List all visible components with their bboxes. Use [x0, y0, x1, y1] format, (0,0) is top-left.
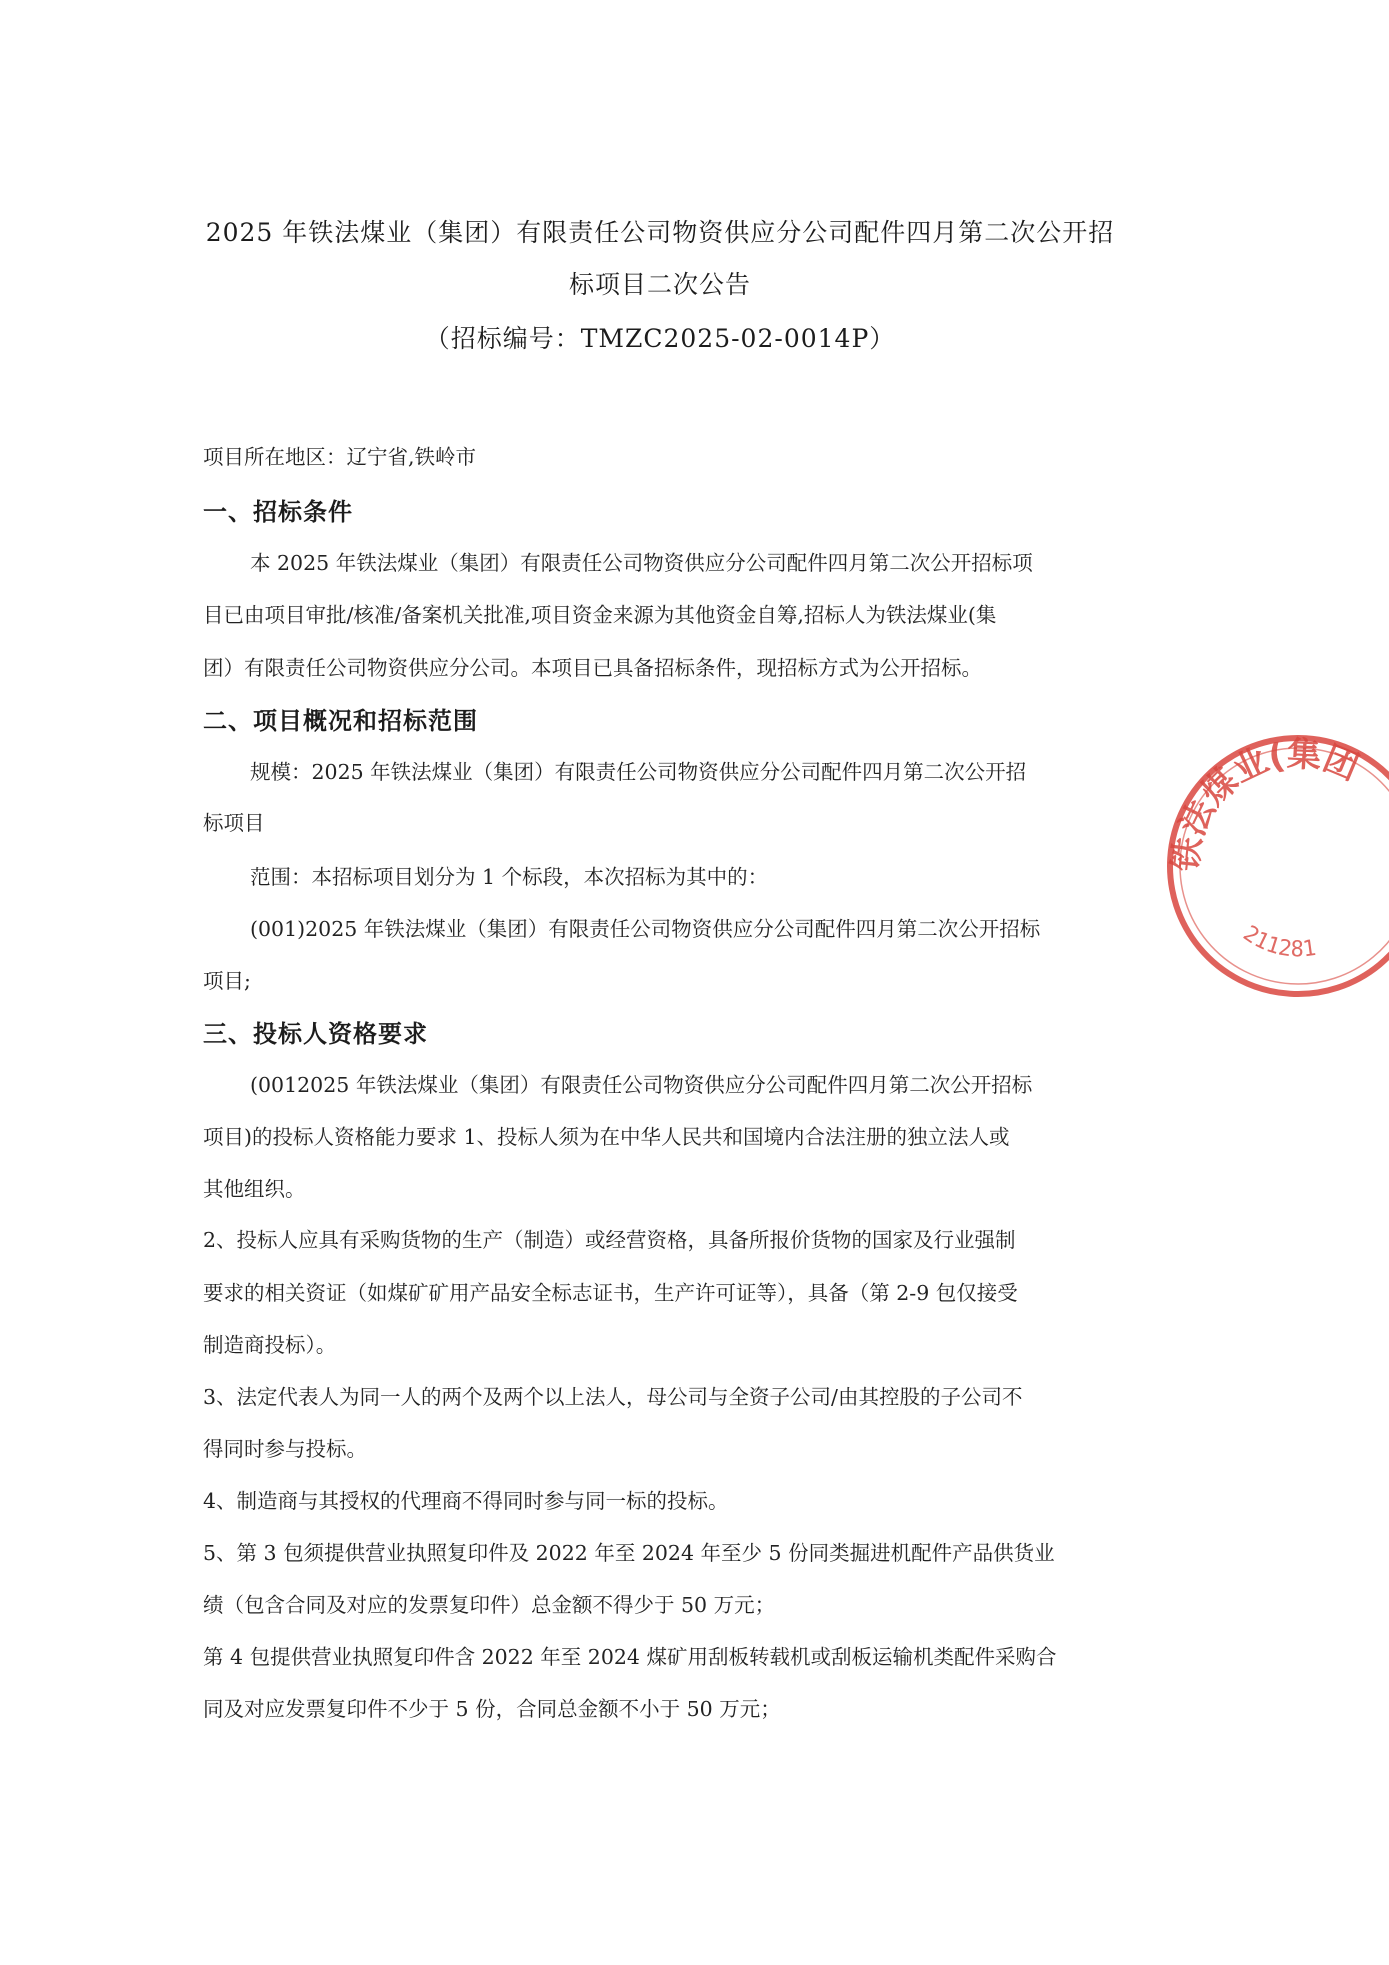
section-2-text: 项目;: [203, 969, 251, 993]
section-3-text: 2、投标人应具有采购货物的生产（制造）或经营资格，具备所报价货物的国家及行业强制: [203, 1228, 1016, 1252]
section-3-text: (0012025 年铁法煤业（集团）有限责任公司物资供应分公司配件四月第二次公开招标: [250, 1073, 1033, 1097]
section-1-text: 本 2025 年铁法煤业（集团）有限责任公司物资供应分公司配件四月第二次公开招标项: [250, 551, 1033, 575]
section-heading-2: 二、项目概况和招标范围: [203, 707, 478, 735]
section-2-text: 规模：2025 年铁法煤业（集团）有限责任公司物资供应分公司配件四月第二次公开招: [250, 760, 1027, 784]
section-3-text: 5、第 3 包须提供营业执照复印件及 2022 年至 2024 年至少 5 份同类掘进机配件产品供货业: [203, 1541, 1055, 1565]
seal-code: 211281: [1238, 921, 1318, 963]
section-3-text: 4、制造商与其授权的代理商不得同时参与同一标的投标。: [203, 1489, 729, 1513]
section-3-text: 得同时参与投标。: [203, 1437, 367, 1461]
svg-text:211281: [1234, 904, 1322, 982]
section-3-text: 制造商投标）。: [203, 1333, 337, 1357]
section-1-text: 目已由项目审批/核准/备案机关批准,项目资金来源为其他资金自筹,招标人为铁法煤业(集: [203, 603, 997, 627]
tender-number: （招标编号：TMZC2025-02-0014P）: [424, 324, 896, 353]
section-heading-1: 一、招标条件: [203, 498, 353, 526]
section-3-text: 第 4 包提供营业执照复印件含 2022 年至 2024 煤矿用刮板转载机或刮板运输机类配件采购合: [203, 1645, 1057, 1669]
document-title-line-1: 2025 年铁法煤业（集团）有限责任公司物资供应分公司配件四月第二次公开招: [205, 218, 1115, 247]
section-3-text: 其他组织。: [203, 1177, 306, 1201]
section-3-text: 3、法定代表人为同一人的两个及两个以上法人，母公司与全资子公司/由其控股的子公司不: [203, 1385, 1023, 1409]
section-3-text: 要求的相关资证（如煤矿矿用产品安全标志证书，生产许可证等），具备（第 2-9 包仅接受: [203, 1281, 1018, 1305]
seal-text: 铁法煤业(集团: [1165, 734, 1365, 874]
company-seal-stamp: [1122, 690, 1389, 1043]
section-3-text: 绩（包含合同及对应的发票复印件）总金额不得少于 50 万元；: [203, 1593, 776, 1617]
section-heading-3: 三、投标人资格要求: [203, 1020, 428, 1048]
section-3-text: 项目)的投标人资格能力要求 1、投标人须为在中华人民共和国境内合法注册的独立法人或: [203, 1125, 1010, 1149]
svg-text:铁法煤业(集团: [1136, 710, 1385, 885]
section-2-text: 标项目: [203, 811, 265, 835]
section-3-text: 同及对应发票复印件不少于 5 份，合同总金额不小于 50 万元；: [203, 1697, 781, 1721]
section-2-text: (001)2025 年铁法煤业（集团）有限责任公司物资供应分公司配件四月第二次公开招标: [250, 917, 1041, 941]
section-1-text: 团）有限责任公司物资供应分公司。本项目已具备招标条件，现招标方式为公开招标。: [203, 656, 982, 680]
project-location: 项目所在地区：辽宁省,铁岭市: [203, 445, 477, 469]
section-2-text: 范围：本招标项目划分为 1 个标段，本次招标为其中的：: [250, 865, 769, 889]
document-title-line-2: 标项目二次公告: [568, 270, 751, 299]
